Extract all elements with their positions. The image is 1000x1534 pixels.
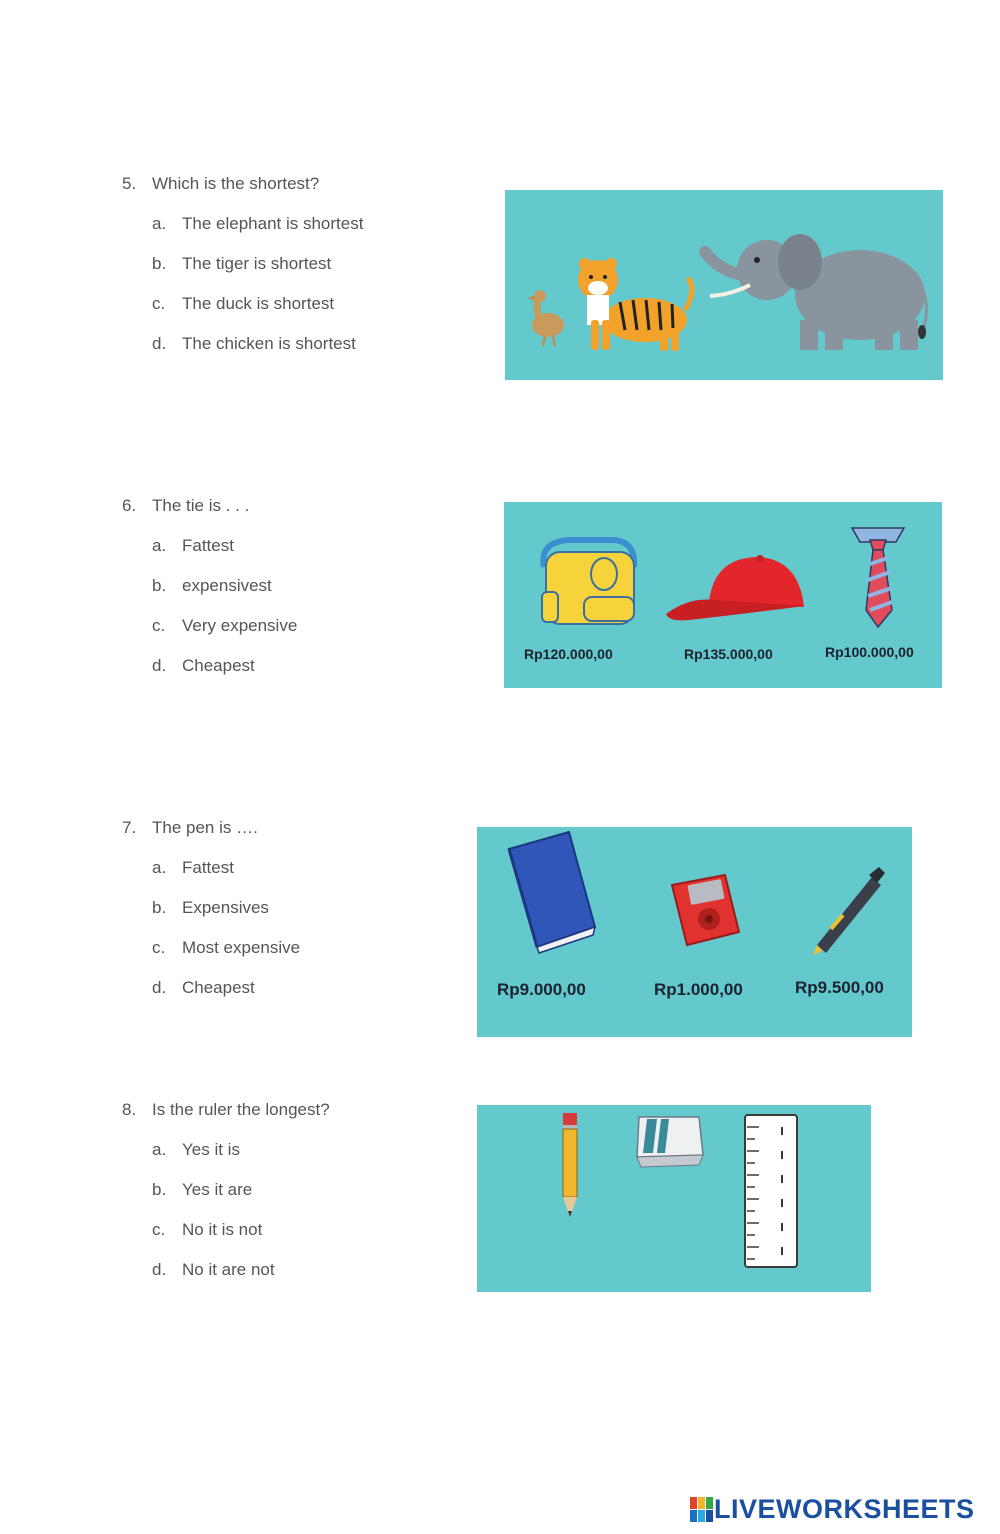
question-text: The pen is …. [152,818,258,837]
tie-illustration [852,528,904,627]
option-text: expensivest [182,576,272,595]
option-letter: b. [152,576,167,595]
question-5 [122,174,363,374]
option-letter: a. [152,214,167,233]
elephant-illustration [705,234,927,350]
animals-image [505,190,943,380]
option-text: Very expensive [182,616,298,635]
question-7 [122,818,300,1018]
option-text: Most expensive [182,938,301,957]
option-letter: d. [152,978,167,997]
cap-illustration [666,555,804,620]
question-number: 7. [122,818,137,837]
option-text: Cheapest [182,978,255,997]
option-letter: a. [152,1140,167,1159]
option-b[interactable] [152,576,297,616]
option-letter: d. [152,334,167,353]
pen-illustration [813,867,885,955]
book-illustration [509,832,595,953]
question-stem [122,1100,330,1140]
question-8 [122,1100,330,1300]
option-text: No it are not [182,1260,275,1279]
price-label: Rp135.000,00 [684,646,773,662]
option-letter: a. [152,536,167,555]
option-text: Fattest [182,536,234,555]
option-c[interactable] [152,938,300,978]
brand-name: LIVEWORKSHEETS [714,1494,975,1524]
option-text: Fattest [182,858,234,877]
option-a[interactable] [152,536,297,576]
question-text: The tie is . . . [152,496,250,515]
option-letter: d. [152,1260,167,1279]
option-d[interactable] [152,1260,330,1300]
price-label: Rp9.000,00 [497,980,586,999]
option-b[interactable] [152,1180,330,1220]
question-stem [122,174,363,214]
price-label: Rp120.000,00 [524,646,613,662]
question-text: Is the ruler the longest? [152,1100,330,1119]
option-letter: c. [152,938,166,957]
question-number: 5. [122,174,137,193]
option-text: Cheapest [182,656,255,675]
option-text: The elephant is shortest [182,214,364,233]
option-a[interactable] [152,214,363,254]
option-text: Expensives [182,898,269,917]
option-letter: c. [152,1220,166,1239]
option-letter: b. [152,1180,167,1199]
stationery-image [477,827,912,1037]
ruler-illustration [745,1115,797,1267]
option-letter: d. [152,656,167,675]
price-label: Rp100.000,00 [825,644,914,660]
price-label: Rp9.500,00 [795,978,884,997]
price-label: Rp1.000,00 [654,980,743,999]
option-d[interactable] [152,978,300,1018]
option-a[interactable] [152,1140,330,1180]
liveworksheets-icon [690,1497,714,1523]
sharpener-illustration [672,875,739,945]
option-letter: c. [152,294,166,313]
option-c[interactable] [152,294,363,334]
option-letter: a. [152,858,167,877]
pencil-illustration [563,1113,577,1217]
question-text: Which is the shortest? [152,174,320,193]
option-letter: b. [152,898,167,917]
question-number: 8. [122,1100,137,1119]
liveworksheets-logo [690,1494,975,1525]
option-d[interactable] [152,656,297,696]
option-a[interactable] [152,858,300,898]
backpack-illustration [542,540,634,624]
question-number: 6. [122,496,137,515]
option-letter: b. [152,254,167,273]
question-6 [122,496,297,696]
eraser-illustration [637,1117,703,1167]
option-text: Yes it is [182,1140,240,1159]
option-d[interactable] [152,334,363,374]
option-b[interactable] [152,254,363,294]
option-c[interactable] [152,1220,330,1260]
option-text: The duck is shortest [182,294,335,313]
tiger-illustration [578,258,692,351]
question-stem [122,818,300,858]
question-stem [122,496,297,536]
option-c[interactable] [152,616,297,656]
duck-illustration [527,290,564,346]
option-text: Yes it are [182,1180,253,1199]
option-b[interactable] [152,898,300,938]
option-text: The chicken is shortest [182,334,356,353]
length-image [477,1105,871,1292]
accessories-image [504,502,942,688]
option-text: The tiger is shortest [182,254,332,273]
option-letter: c. [152,616,166,635]
option-text: No it is not [182,1220,263,1239]
